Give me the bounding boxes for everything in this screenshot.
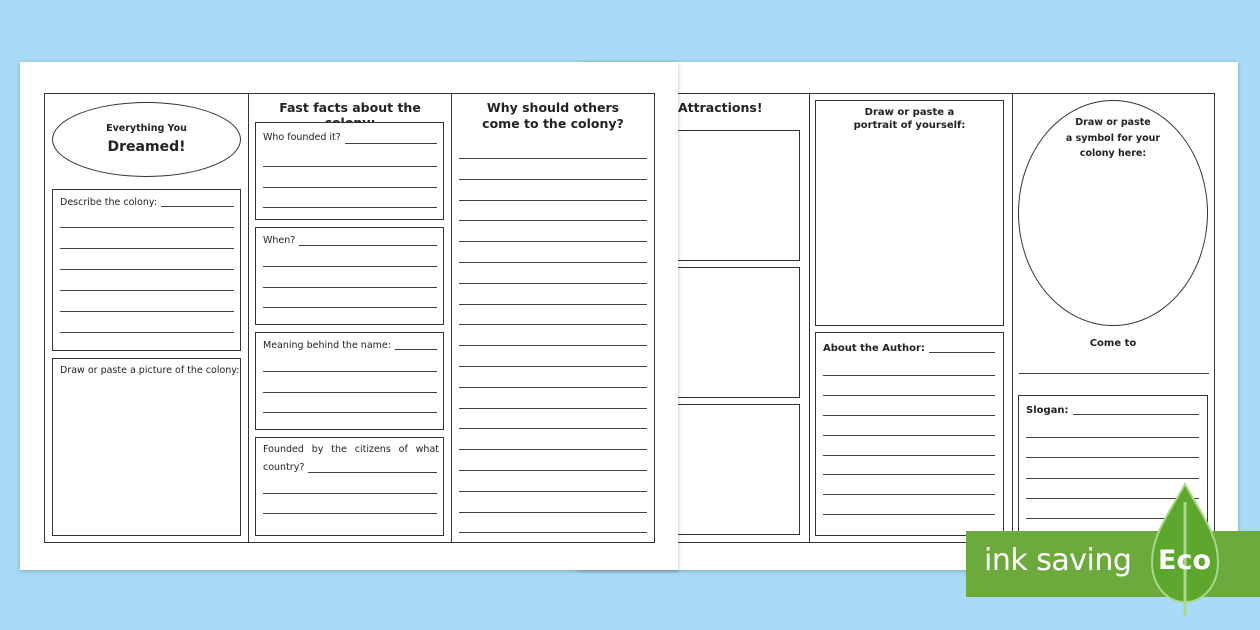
answer-line[interactable] bbox=[345, 143, 437, 144]
answer-line[interactable] bbox=[459, 241, 647, 242]
answer-line[interactable] bbox=[263, 187, 437, 188]
why-visit-heading-2: come to the colony? bbox=[482, 116, 624, 131]
come-to-line[interactable] bbox=[1019, 373, 1209, 374]
answer-line[interactable] bbox=[823, 435, 995, 436]
symbol-label-3: colony here: bbox=[1079, 148, 1147, 159]
answer-line[interactable] bbox=[459, 345, 647, 346]
symbol-label-2: a symbol for your bbox=[1065, 133, 1161, 144]
describe-colony-box[interactable] bbox=[52, 189, 241, 351]
answer-line[interactable] bbox=[308, 472, 437, 473]
answer-line[interactable] bbox=[459, 512, 647, 513]
founded-by-box[interactable] bbox=[255, 437, 444, 536]
founded-by-label-1: Founded by the citizens of what bbox=[263, 444, 439, 455]
slogan-label: Slogan: bbox=[1026, 405, 1069, 416]
answer-line[interactable] bbox=[263, 307, 437, 308]
answer-line[interactable] bbox=[459, 158, 647, 159]
title-bottom: Dreamed! bbox=[107, 139, 186, 155]
answer-line[interactable] bbox=[459, 449, 647, 450]
answer-line[interactable] bbox=[823, 474, 995, 475]
why-visit-heading-1: Why should others bbox=[486, 100, 620, 115]
come-to-label: Come to bbox=[1089, 338, 1137, 349]
answer-line[interactable] bbox=[459, 220, 647, 221]
answer-line[interactable] bbox=[60, 332, 234, 333]
answer-line[interactable] bbox=[459, 179, 647, 180]
answer-line[interactable] bbox=[299, 245, 437, 246]
attraction-box-3[interactable] bbox=[676, 404, 800, 535]
answer-line[interactable] bbox=[263, 493, 437, 494]
answer-line[interactable] bbox=[60, 311, 234, 312]
title-top: Everything You bbox=[106, 123, 187, 134]
answer-line[interactable] bbox=[263, 166, 437, 167]
describe-colony-label: Describe the colony: bbox=[60, 197, 158, 208]
meaning-name-label: Meaning behind the name: bbox=[263, 340, 391, 351]
answer-line[interactable] bbox=[823, 375, 995, 376]
answer-line[interactable] bbox=[263, 392, 437, 393]
answer-line[interactable] bbox=[929, 352, 995, 353]
answer-line[interactable] bbox=[823, 494, 995, 495]
brochure-front-page bbox=[20, 62, 678, 570]
answer-line[interactable] bbox=[263, 207, 437, 208]
answer-line[interactable] bbox=[60, 248, 234, 249]
portrait-box[interactable] bbox=[815, 100, 1004, 326]
founded-by-label-2: country? bbox=[263, 462, 305, 473]
answer-line[interactable] bbox=[161, 206, 234, 207]
answer-line[interactable] bbox=[263, 287, 437, 288]
answer-line[interactable] bbox=[459, 304, 647, 305]
about-author-label: About the Author: bbox=[823, 343, 925, 354]
answer-line[interactable] bbox=[459, 387, 647, 388]
answer-line[interactable] bbox=[459, 428, 647, 429]
meaning-name-box[interactable] bbox=[255, 332, 444, 430]
answer-line[interactable] bbox=[459, 470, 647, 471]
answer-line[interactable] bbox=[263, 412, 437, 413]
attractions-heading: Attractions! bbox=[678, 100, 763, 115]
title-oval bbox=[52, 102, 241, 177]
why-visit-panel bbox=[451, 93, 655, 543]
answer-line[interactable] bbox=[263, 513, 437, 514]
answer-line[interactable] bbox=[1073, 414, 1199, 415]
answer-line[interactable] bbox=[459, 532, 647, 533]
answer-line[interactable] bbox=[1026, 457, 1199, 458]
answer-line[interactable] bbox=[459, 262, 647, 263]
answer-line[interactable] bbox=[60, 227, 234, 228]
answer-line[interactable] bbox=[263, 266, 437, 267]
answer-line[interactable] bbox=[823, 455, 995, 456]
who-founded-label: Who founded it? bbox=[263, 132, 341, 143]
about-author-box[interactable] bbox=[815, 332, 1004, 536]
eco-text: Eco bbox=[1158, 545, 1211, 576]
answer-line[interactable] bbox=[60, 269, 234, 270]
answer-line[interactable] bbox=[1026, 437, 1199, 438]
attraction-box-1[interactable] bbox=[676, 130, 800, 261]
answer-line[interactable] bbox=[60, 290, 234, 291]
answer-line[interactable] bbox=[459, 200, 647, 201]
when-box[interactable] bbox=[255, 227, 444, 325]
answer-line[interactable] bbox=[823, 514, 995, 515]
answer-line[interactable] bbox=[459, 491, 647, 492]
answer-line[interactable] bbox=[823, 415, 995, 416]
answer-line[interactable] bbox=[459, 408, 647, 409]
answer-line[interactable] bbox=[459, 283, 647, 284]
fast-facts-heading: Fast facts about the bbox=[279, 100, 421, 115]
attraction-box-2[interactable] bbox=[676, 267, 800, 398]
who-founded-box[interactable] bbox=[255, 122, 444, 220]
symbol-label-1: Draw or paste bbox=[1075, 117, 1151, 128]
ink-saving-text: ink saving bbox=[984, 543, 1132, 578]
answer-line[interactable] bbox=[823, 395, 995, 396]
colony-picture-label: Draw or paste a picture of the colony: bbox=[60, 365, 240, 376]
answer-line[interactable] bbox=[459, 324, 647, 325]
colony-picture-box[interactable] bbox=[52, 358, 241, 536]
portrait-label-1: Draw or paste a bbox=[864, 107, 955, 118]
answer-line[interactable] bbox=[459, 366, 647, 367]
answer-line[interactable] bbox=[395, 349, 437, 350]
answer-line[interactable] bbox=[263, 371, 437, 372]
answer-line[interactable] bbox=[1026, 478, 1199, 479]
portrait-label-2: portrait of yourself: bbox=[853, 120, 966, 131]
when-label: When? bbox=[263, 235, 296, 246]
